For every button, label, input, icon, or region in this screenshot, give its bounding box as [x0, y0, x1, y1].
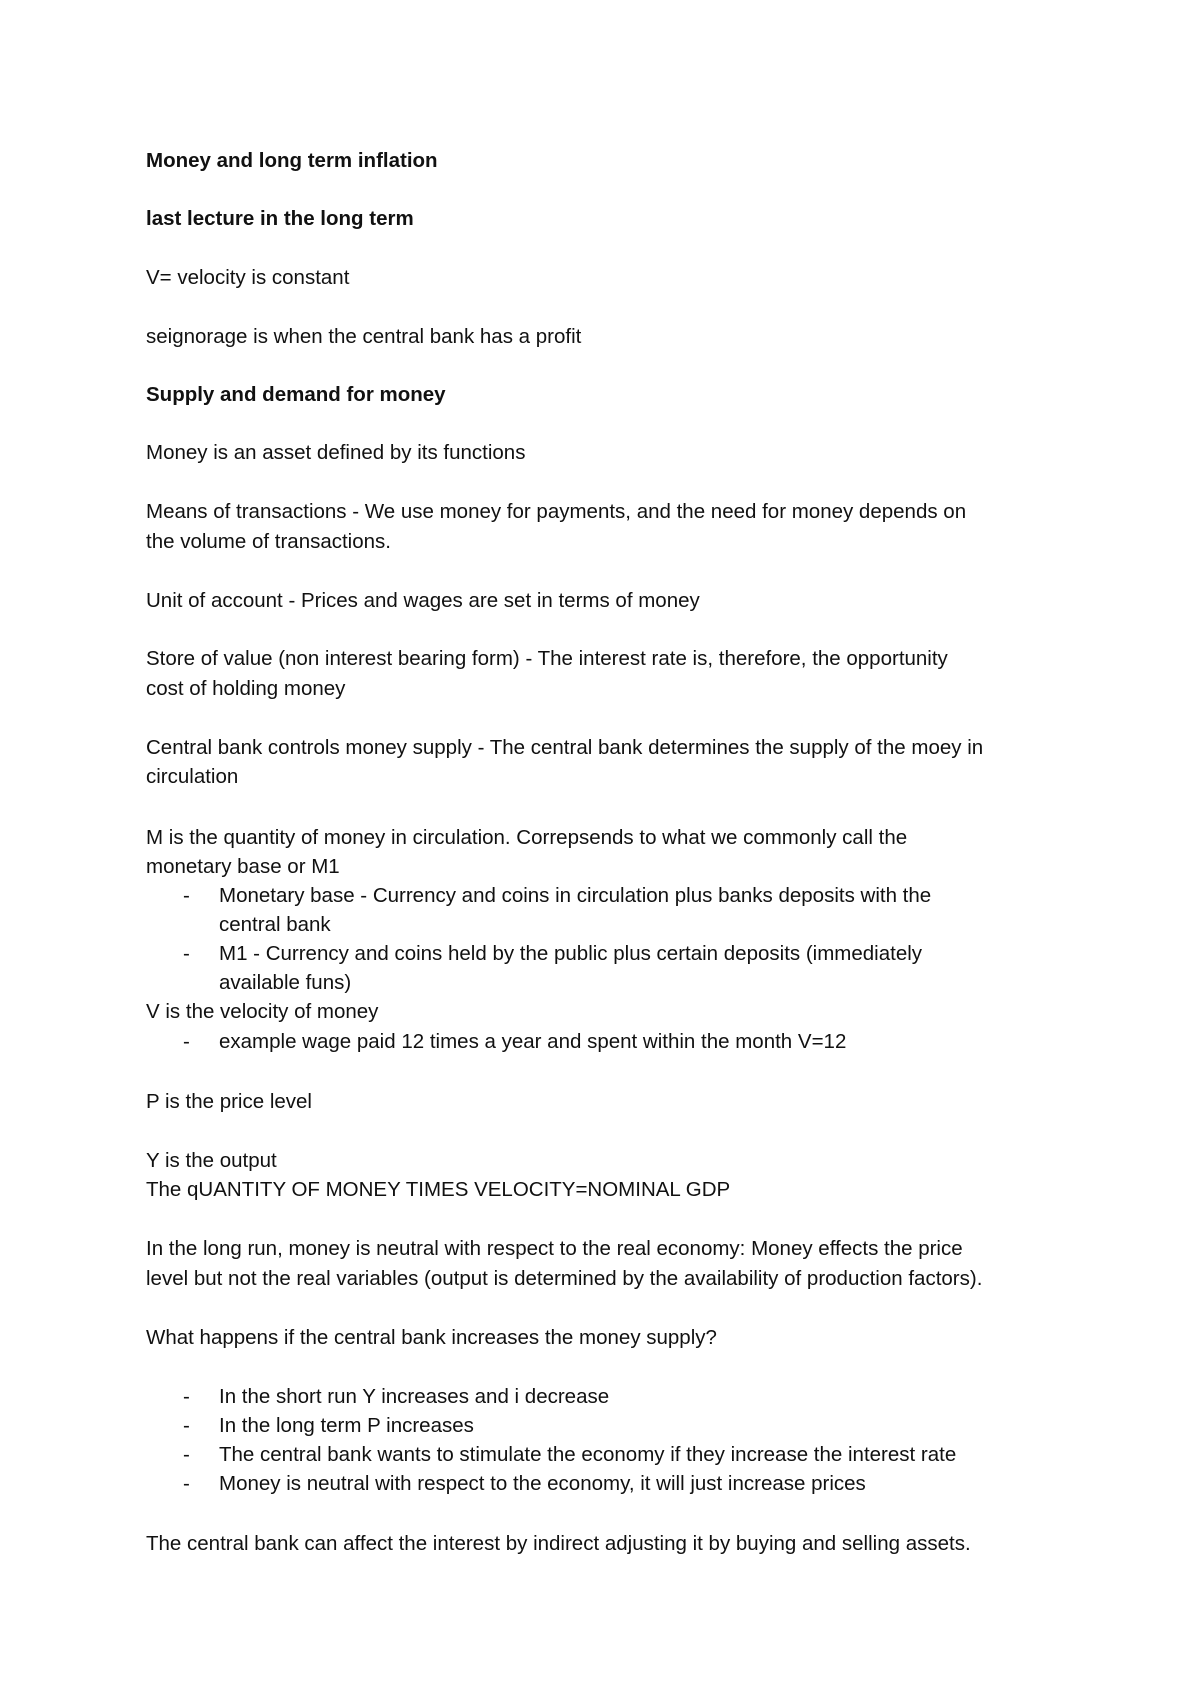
- bullet-monetary-line2: central bank: [219, 913, 331, 936]
- paragraph-seignorage: seignorage is when the central bank has a profit: [146, 325, 582, 348]
- paragraph-means-line1: Means of transactions - We use money for payments, and the need for money depends on: [146, 500, 967, 523]
- paragraph-quantity: The qUANTITY OF MONEY TIMES VELOCITY=NOMINAL GDP: [146, 1178, 731, 1201]
- paragraph-m-line2: monetary base or M1: [146, 855, 340, 878]
- paragraph-longrun-line2: level but not the real variables (output is determined by the availability of production factors).: [146, 1267, 983, 1290]
- paragraph-asset: Money is an asset defined by its functions: [146, 441, 526, 464]
- page-title: Money and long term inflation: [146, 149, 438, 172]
- paragraph-p: P is the price level: [146, 1090, 312, 1113]
- paragraph-means-line2: the volume of transactions.: [146, 530, 391, 553]
- paragraph-velocity: V= velocity is constant: [146, 266, 350, 289]
- paragraph-central-line1: Central bank controls money supply - The central bank determines the supply of the moey in: [146, 736, 984, 759]
- bullet-dash: -: [183, 1472, 190, 1495]
- bullet-m1-line2: available funs): [219, 971, 352, 994]
- section-heading-last-lecture: last lecture in the long term: [146, 207, 414, 230]
- bullet-stimulate: The central bank wants to stimulate the economy if they increase the interest rate: [219, 1443, 957, 1466]
- bullet-dash: -: [183, 1385, 190, 1408]
- bullet-neutral: Money is neutral with respect to the economy, it will just increase prices: [219, 1472, 866, 1495]
- paragraph-store-line1: Store of value (non interest bearing form) - The interest rate is, therefore, the opportunity: [146, 647, 948, 670]
- bullet-dash: -: [183, 884, 190, 907]
- paragraph-store-line2: cost of holding money: [146, 677, 346, 700]
- bullet-dash: -: [183, 1030, 190, 1053]
- bullet-short-run: In the short run Y increases and i decrease: [219, 1385, 610, 1408]
- paragraph-y: Y is the output: [146, 1149, 277, 1172]
- bullet-example: example wage paid 12 times a year and spent within the month V=12: [219, 1030, 847, 1053]
- paragraph-final: The central bank can affect the interest by indirect adjusting it by buying and selling assets.: [146, 1532, 971, 1555]
- bullet-dash: -: [183, 942, 190, 965]
- bullet-m1-line1: M1 - Currency and coins held by the public plus certain deposits (immediately: [219, 942, 923, 965]
- paragraph-m-line1: M is the quantity of money in circulation. Correpsends to what we commonly call the: [146, 826, 908, 849]
- paragraph-unit-of-account: Unit of account - Prices and wages are set in terms of money: [146, 589, 700, 612]
- section-heading-supply-demand: Supply and demand for money: [146, 383, 446, 406]
- bullet-monetary-line1: Monetary base - Currency and coins in circulation plus banks deposits with the: [219, 884, 932, 907]
- bullet-dash: -: [183, 1443, 190, 1466]
- paragraph-v: V is the velocity of money: [146, 1000, 379, 1023]
- bullet-dash: -: [183, 1414, 190, 1437]
- paragraph-central-line2: circulation: [146, 765, 239, 788]
- bullet-long-term: In the long term P increases: [219, 1414, 474, 1437]
- paragraph-question: What happens if the central bank increases the money supply?: [146, 1326, 717, 1349]
- paragraph-longrun-line1: In the long run, money is neutral with respect to the real economy: Money effects the price: [146, 1237, 963, 1260]
